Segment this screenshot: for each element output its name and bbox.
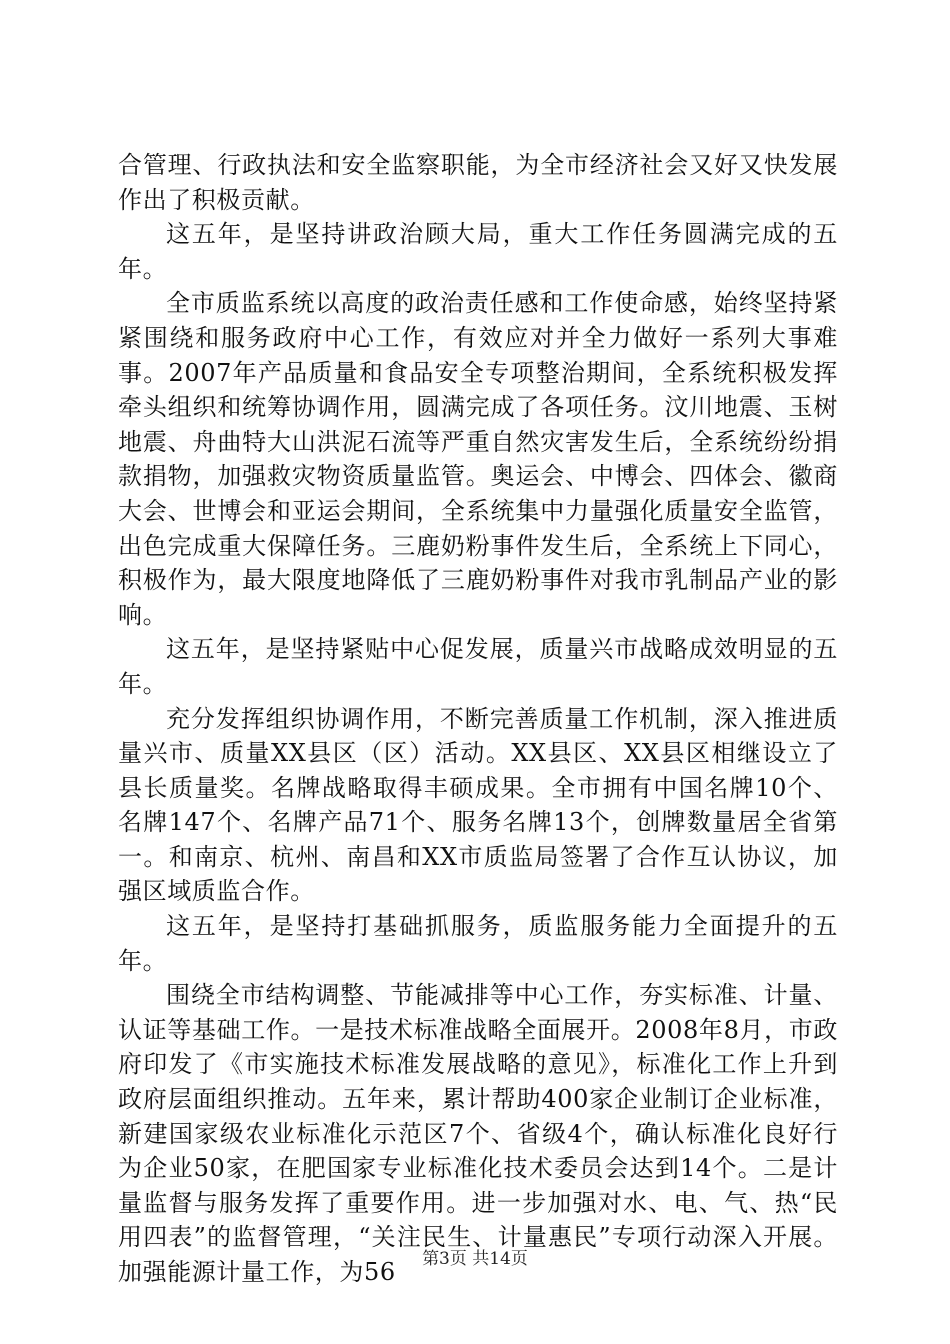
- page-number-footer: 第3页 共14页: [422, 1249, 528, 1269]
- paragraph-1: 合管理、行政执法和安全监察职能，为全市经济社会又好又快发展作出了积极贡献。: [118, 151, 838, 214]
- paragraph-4: 这五年，是坚持紧贴中心促发展，质量兴市战略成效明显的五年。: [118, 635, 838, 698]
- paragraph-2: 这五年，是坚持讲政治顾大局，重大工作任务圆满完成的五年。: [118, 220, 838, 283]
- paragraph-7: 围绕全市结构调整、节能减排等中心工作，夯实标准、计量、认证等基础工作。一是技术标准战略全面展开。2008年8月，市政府印发了《市实施技术标准发展战略的意见》，标准化工作上升到政府层面组织推动。五年来，累计帮助400家企业制订企业标准，新建国家级农业标准化示范区7个、省级4个，确认标准化良好行为企业50家，在肥国家专业标准化技术委员会达到14个。二是计量监督与服务发挥了重要作用。进一步加强对水、电、气、热“民用四表”的监督管理，“关注民生、计量惠民”专项行动深入开展。加强能源计量工作，为56: [118, 981, 838, 1286]
- paragraph-6: 这五年，是坚持打基础抓服务，质监服务能力全面提升的五年。: [118, 912, 838, 975]
- paragraph-3: 全市质监系统以高度的政治责任感和工作使命感，始终坚持紧紧围绕和服务政府中心工作，有效应对并全力做好一系列大事难事。2007年产品质量和食品安全专项整治期间，全系统积极发挥牵头组织和统筹协调作用，圆满完成了各项任务。汶川地震、玉树地震、舟曲特大山洪泥石流等严重自然灾害发生后，全系统纷纷捐款捐物，加强救灾物资质量监管。奥运会、中博会、四体会、徽商大会、世博会和亚运会期间，全系统集中力量强化质量安全监管，出色完成重大保障任务。三鹿奶粉事件发生后，全系统上下同心，积极作为，最大限度地降低了三鹿奶粉事件对我市乳制品产业的影响。: [118, 289, 838, 629]
- paragraph-5: 充分发挥组织协调作用，不断完善质量工作机制，深入推进质量兴市、质量XX县区（区）活动。XX县区、XX县区相继设立了县长质量奖。名牌战略取得丰硕成果。全市拥有中国名牌10个、名牌147个、名牌产品71个、服务名牌13个，创牌数量居全省第一。和南京、杭州、南昌和XX市质监局签署了合作互认协议，加强区域质监合作。: [118, 704, 838, 906]
- document-body: [118, 148, 838, 1290]
